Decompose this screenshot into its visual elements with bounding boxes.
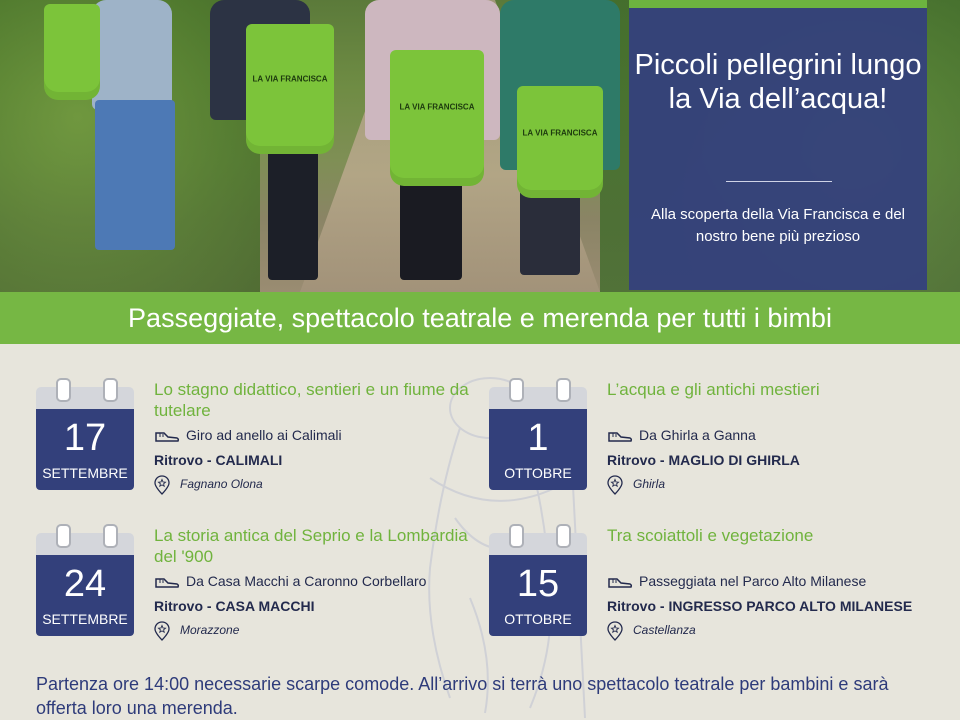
bag-logo: LA VIA FRANCISCA	[252, 74, 328, 84]
event-card	[489, 378, 949, 508]
title-divider	[726, 181, 832, 182]
calendar-ring	[509, 378, 524, 402]
calendar-icon	[36, 524, 134, 636]
event-route-text: Passeggiata nel Parco Alto Milanese	[639, 573, 867, 589]
shoe-icon	[154, 429, 180, 443]
calendar-icon	[489, 378, 587, 490]
bag-3	[390, 50, 484, 186]
headline-banner: Passeggiate, spettacolo teatrale e merenda per tutti i bimbi	[0, 292, 960, 344]
bag-2	[246, 24, 334, 154]
map-pin-icon	[154, 475, 170, 495]
shoe-icon	[154, 575, 180, 589]
child-1	[92, 0, 172, 110]
event-day: 15	[516, 563, 560, 605]
title-accent-bar	[629, 0, 927, 8]
event-place-text: Morazzone	[180, 623, 240, 638]
event-day: 1	[527, 417, 549, 459]
main-title: Piccoli pellegrini lungo la Via dell’acqua!	[634, 49, 922, 115]
event-place-text: Ghirla	[633, 477, 666, 492]
event-card	[489, 524, 949, 654]
event-route	[607, 426, 756, 444]
event-title: La storia antica del Seprio e la Lombardia del '900	[154, 526, 468, 566]
event-title: L’acqua e gli antichi mestieri	[607, 380, 820, 399]
event-route-text: Da Ghirla a Ganna	[639, 427, 756, 443]
bag-logo: LA VIA FRANCISCA	[399, 102, 475, 112]
calendar-icon	[36, 378, 134, 490]
event-title: Tra scoiattoli e vegetazione	[607, 526, 814, 545]
event-meeting-point: Ritrovo - MAGLIO DI GHIRLA	[607, 452, 800, 468]
event-place	[607, 621, 696, 641]
shoe-icon	[607, 575, 633, 589]
event-card	[36, 524, 496, 654]
child-1-legs	[95, 100, 175, 250]
child-3-legs	[400, 170, 462, 280]
event-month: OTTOBRE	[504, 465, 572, 481]
title-box	[629, 8, 927, 290]
calendar-header	[489, 387, 587, 409]
calendar-body	[36, 409, 134, 490]
event-month: SETTEMBRE	[42, 465, 128, 481]
map-pin-icon	[607, 621, 623, 641]
bag-1	[44, 4, 100, 100]
footer-note: Partenza ore 14:00 necessarie scarpe comode. All’arrivo si terrà uno spettacolo teatrale per bambini e sarà offerta loro una merenda.	[36, 674, 889, 718]
calendar-body	[489, 555, 587, 636]
event-route	[154, 572, 426, 590]
calendar-ring	[556, 524, 571, 548]
calendar-body	[36, 555, 134, 636]
calendar-ring	[56, 524, 71, 548]
event-month: OTTOBRE	[504, 611, 572, 627]
calendar-ring	[556, 378, 571, 402]
calendar-ring	[103, 524, 118, 548]
event-route-text: Da Casa Macchi a Caronno Corbellaro	[186, 573, 427, 589]
event-month: SETTEMBRE	[42, 611, 128, 627]
map-pin-icon	[607, 475, 623, 495]
bag-4	[517, 86, 603, 198]
calendar-ring	[103, 378, 118, 402]
event-day: 17	[63, 417, 107, 459]
event-day: 24	[63, 563, 107, 605]
event-meeting-point: Ritrovo - CASA MACCHI	[154, 598, 315, 614]
calendar-ring	[509, 524, 524, 548]
shoe-icon	[607, 429, 633, 443]
event-place	[154, 621, 239, 641]
event-route	[154, 426, 342, 444]
calendar-ring	[56, 378, 71, 402]
event-title: Lo stagno didattico, sentieri e un fiume da tutelare	[154, 380, 469, 420]
event-place	[154, 475, 263, 495]
event-place-text: Fagnano Olona	[180, 477, 263, 492]
event-route-text: Giro ad anello ai Calimali	[186, 427, 342, 443]
event-place-text: Castellanza	[633, 623, 696, 638]
calendar-header	[489, 533, 587, 555]
calendar-header	[36, 387, 134, 409]
calendar-header	[36, 533, 134, 555]
calendar-body	[489, 409, 587, 490]
calendar-icon	[489, 524, 587, 636]
child-4-legs	[520, 185, 580, 275]
event-place	[607, 475, 665, 495]
subtitle: Alla scoperta della Via Francisca e del nostro bene più prezioso	[650, 206, 906, 245]
map-pin-icon	[154, 621, 170, 641]
event-meeting-point: Ritrovo - INGRESSO PARCO ALTO MILANESE	[607, 598, 913, 614]
bag-logo: LA VIA FRANCISCA	[522, 128, 598, 138]
event-meeting-point: Ritrovo - CALIMALI	[154, 452, 283, 468]
event-route	[607, 572, 866, 590]
event-card	[36, 378, 496, 508]
